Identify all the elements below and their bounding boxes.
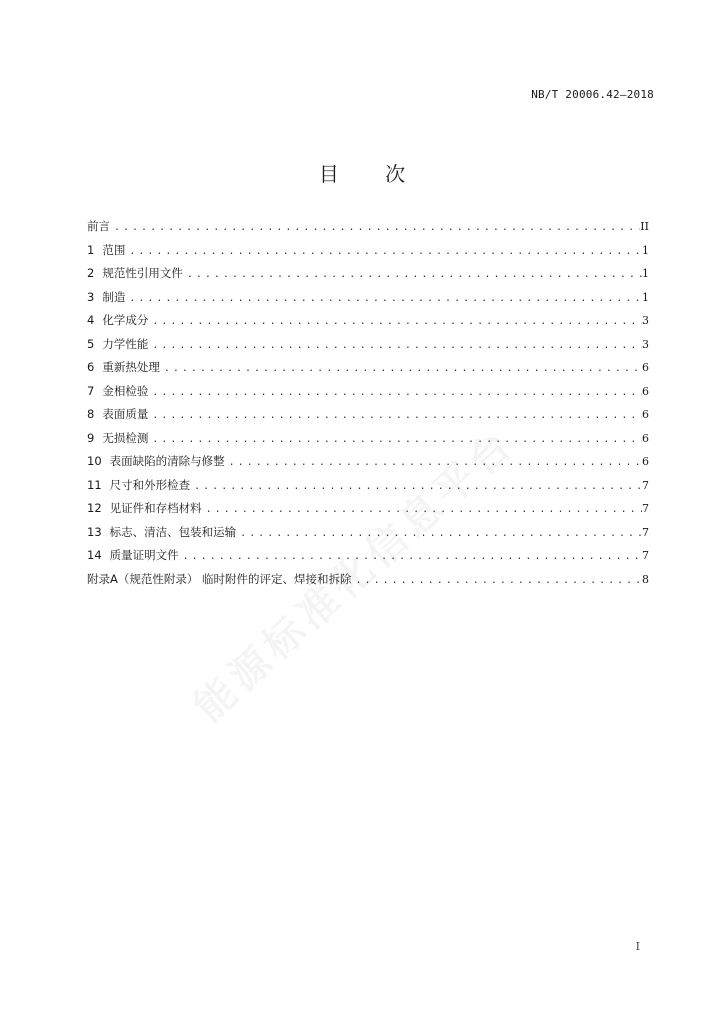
toc-entry-number: 10 [87,454,102,468]
toc-entry-page: 6 [642,455,649,468]
toc-entry-number: 3 [87,289,95,304]
toc-entry-page: 7 [642,525,649,539]
toc-dot-leader [148,431,642,449]
toc-dot-leader [160,360,642,378]
toc-entry[interactable] [87,405,649,429]
toc-dot-leader [125,243,642,261]
toc-entry-title: 化学成分 [102,313,149,327]
toc-entry-title: 制造 [102,289,126,304]
toc-entry-page: 1 [642,267,649,280]
toc-entry-number: 9 [87,430,95,445]
toc-entry-page: 3 [642,314,649,327]
toc-entry-number: 7 [87,383,95,398]
toc-entry-page: 8 [642,572,649,586]
toc-entry[interactable] [87,335,649,359]
toc-entry-title: 规范性引用文件 [102,266,183,280]
toc-dot-leader [148,313,642,331]
toc-entry[interactable] [87,217,649,241]
toc-entry-number: 8 [87,407,95,421]
toc-entry[interactable] [87,264,649,288]
toc-entry-title: 力学性能 [102,336,149,351]
toc-entry-page: 7 [642,478,649,492]
toc-dot-leader [148,407,642,425]
toc-entry-page: 1 [642,290,649,304]
document-code: NB/T 20006.42—2018 [531,88,654,101]
toc-entry-page: 7 [642,549,649,562]
toc-entry-title: 标志、清洁、包装和运输 [109,524,237,539]
toc-entry-number: 13 [87,524,102,539]
toc-dot-leader [202,501,642,519]
toc-entry-number: 6 [87,360,95,374]
toc-title: 目 次 [318,162,426,186]
toc-entry[interactable] [87,546,649,570]
toc-entry-page: 6 [642,384,649,398]
toc-dot-leader [110,219,640,237]
toc-dot-leader [179,548,642,566]
toc-entry[interactable] [87,499,649,523]
toc-dot-leader [352,572,642,590]
toc-entry[interactable] [87,382,649,406]
toc-entry[interactable] [87,570,649,594]
table-of-contents [87,217,649,593]
toc-entry-title: 附录A（规范性附录） 临时附件的评定、焊接和拆除 [87,571,352,586]
toc-entry-title: 金相检验 [102,383,149,398]
toc-entry[interactable] [87,429,649,453]
toc-entry-number: 11 [87,477,102,492]
toc-entry[interactable] [87,476,649,500]
toc-entry-number: 5 [87,336,95,351]
toc-entry-number: 1 [87,242,95,257]
toc-entry[interactable] [87,311,649,335]
toc-entry-title: 重新热处理 [102,360,160,374]
toc-entry-number: 2 [87,266,95,280]
toc-entry-page: II [640,220,649,233]
page-number: I [635,940,640,953]
toc-entry-title: 表面缺陷的清除与修整 [109,454,225,468]
toc-entry-title: 尺寸和外形检查 [109,477,191,492]
toc-entry[interactable] [87,358,649,382]
toc-entry-title: 表面质量 [102,407,149,421]
toc-dot-leader [125,290,642,308]
toc-dot-leader [225,454,642,472]
toc-entry-number: 12 [87,501,102,515]
toc-entry-title: 无损检测 [102,430,149,445]
toc-entry-page: 6 [642,431,649,445]
toc-dot-leader [183,266,642,284]
toc-dot-leader [236,525,642,543]
toc-entry-title: 范围 [102,242,126,257]
toc-entry[interactable] [87,523,649,547]
toc-entry[interactable] [87,452,649,476]
toc-dot-leader [148,337,642,355]
toc-entry-title: 前言 [87,219,110,233]
toc-entry[interactable] [87,241,649,265]
toc-entry-page: 7 [642,502,649,515]
toc-entry-page: 6 [642,361,649,374]
toc-entry[interactable] [87,288,649,312]
toc-entry-number: 4 [87,313,95,327]
toc-entry-page: 6 [642,408,649,421]
toc-entry-title: 质量证明文件 [109,548,179,562]
toc-dot-leader [148,384,642,402]
toc-entry-page: 3 [642,337,649,351]
toc-entry-title: 见证件和存档材料 [109,501,202,515]
toc-dot-leader [190,478,642,496]
toc-entry-number: 14 [87,548,102,562]
toc-entry-page: 1 [642,243,649,257]
